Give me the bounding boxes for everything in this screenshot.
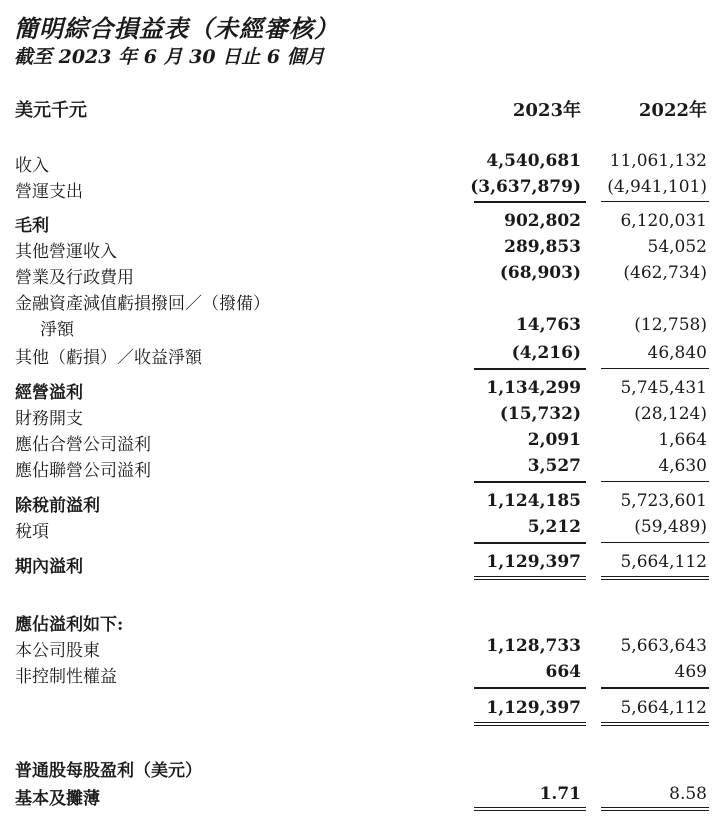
row-label: 應佔聯營公司溢利 xyxy=(15,461,151,481)
row-label: 除稅前溢利 xyxy=(15,496,100,516)
row-operating-profit xyxy=(0,377,723,403)
rule-subtotal-2023 xyxy=(474,542,586,544)
value-2022: (462,734) xyxy=(623,263,707,283)
section-heading: 應佔溢利如下: xyxy=(15,615,124,635)
row-label: 營運支出 xyxy=(15,182,83,202)
value-2022: (4,941,101) xyxy=(607,177,707,197)
value-2023: 1,129,397 xyxy=(486,552,581,572)
row-label: 應佔合營公司溢利 xyxy=(15,435,151,455)
row-label: 期內溢利 xyxy=(15,557,83,577)
rule-subtotal-2022 xyxy=(601,687,709,689)
row-attributable-total xyxy=(0,697,723,723)
row-non-controlling xyxy=(0,661,723,687)
value-2023: 14,763 xyxy=(515,315,581,335)
row-label: 經營溢利 xyxy=(15,383,83,403)
rule-subtotal-2022 xyxy=(601,368,709,369)
value-2023: 1.71 xyxy=(539,784,581,804)
row-tax xyxy=(0,516,723,542)
row-jv-profit xyxy=(0,429,723,455)
row-pretax-profit xyxy=(0,490,723,516)
row-shareholders xyxy=(0,635,723,661)
row-label: 金融資產減值虧損撥回／（撥備） xyxy=(15,294,270,314)
row-label: 其他（虧損）／收益淨額 xyxy=(15,348,202,368)
row-label: 基本及攤薄 xyxy=(15,789,100,809)
rule-subtotal-2022 xyxy=(601,542,709,543)
value-2022: (28,124) xyxy=(634,404,707,424)
value-2022: 5,723,601 xyxy=(620,491,707,511)
value-2023: (3,637,879) xyxy=(470,177,581,197)
rule-subtotal-2023 xyxy=(474,481,586,483)
row-impairment-net xyxy=(0,314,723,340)
section-heading: 普通股每股盈利（美元） xyxy=(15,761,202,781)
column-header-2022: 2022年 xyxy=(638,100,707,121)
value-2022: 469 xyxy=(674,662,707,682)
value-2023: 1,124,185 xyxy=(486,491,581,511)
rule-total-2022 xyxy=(601,807,709,808)
statement-period: 截至 2023 年 6 月 30 日止 6 個月 xyxy=(14,46,325,68)
value-2022: 54,052 xyxy=(647,237,707,257)
value-2023: 664 xyxy=(545,662,581,682)
value-2023: 1,129,397 xyxy=(486,698,581,718)
row-attributable-heading xyxy=(0,609,723,635)
statement-title: 簡明綜合損益表（未經審核） xyxy=(14,14,339,43)
unit-label: 美元千元 xyxy=(15,100,87,121)
row-impairment-heading xyxy=(0,288,723,314)
rule-total-2023 xyxy=(474,576,586,577)
row-eps-heading xyxy=(0,755,723,781)
rule-total-2023 xyxy=(474,807,586,808)
rule-total-2023 xyxy=(474,722,586,723)
value-2023: (4,216) xyxy=(511,343,581,363)
rule-total-2022 xyxy=(601,576,709,577)
value-2022: 5,664,112 xyxy=(620,552,707,572)
row-label: 營業及行政費用 xyxy=(15,268,134,288)
row-associate-profit xyxy=(0,455,723,481)
value-2023: (68,903) xyxy=(499,263,581,283)
row-eps-basic-diluted xyxy=(0,783,723,809)
value-2022: 11,061,132 xyxy=(609,151,707,171)
rule-subtotal-2023 xyxy=(474,687,586,689)
row-admin-expenses xyxy=(0,262,723,288)
row-other-operating-income xyxy=(0,236,723,262)
value-2023: 902,802 xyxy=(504,211,581,231)
row-gross-profit xyxy=(0,210,723,236)
row-label: 淨額 xyxy=(40,320,74,340)
value-2023: (15,732) xyxy=(499,404,581,424)
value-2022: 5,745,431 xyxy=(620,378,707,398)
value-2022: 5,663,643 xyxy=(620,636,707,656)
value-2022: 6,120,031 xyxy=(620,211,707,231)
value-2022: 1,664 xyxy=(658,430,707,450)
value-2023: 2,091 xyxy=(527,430,581,450)
row-label: 本公司股東 xyxy=(15,641,100,661)
row-label: 財務開支 xyxy=(15,409,83,429)
value-2023: 3,527 xyxy=(527,456,581,476)
row-label: 收入 xyxy=(15,156,49,176)
value-2023: 1,128,733 xyxy=(486,636,581,656)
rule-total-2022 xyxy=(601,722,709,723)
value-2022: 4,630 xyxy=(658,456,707,476)
row-revenue xyxy=(0,150,723,176)
value-2023: 5,212 xyxy=(527,517,581,537)
row-label: 毛利 xyxy=(15,216,49,236)
rule-subtotal-2022 xyxy=(601,481,709,482)
value-2023: 289,853 xyxy=(504,237,581,257)
value-2023: 1,134,299 xyxy=(486,378,581,398)
row-operating-expenses xyxy=(0,176,723,202)
column-header-2023: 2023年 xyxy=(512,100,581,121)
value-2022: (59,489) xyxy=(634,517,707,537)
rule-subtotal-2023 xyxy=(474,201,586,203)
row-other-gains xyxy=(0,342,723,368)
row-finance-costs xyxy=(0,403,723,429)
value-2023: 4,540,681 xyxy=(486,151,581,171)
row-label: 非控制性權益 xyxy=(15,667,117,687)
row-label: 其他營運收入 xyxy=(15,242,117,262)
row-period-profit xyxy=(0,551,723,577)
value-2022: 5,664,112 xyxy=(620,698,707,718)
value-2022: (12,758) xyxy=(634,315,707,335)
row-label: 稅項 xyxy=(15,522,49,542)
rule-subtotal-2022 xyxy=(601,201,709,202)
value-2022: 46,840 xyxy=(647,343,707,363)
rule-subtotal-2023 xyxy=(474,368,586,370)
value-2022: 8.58 xyxy=(669,784,707,804)
